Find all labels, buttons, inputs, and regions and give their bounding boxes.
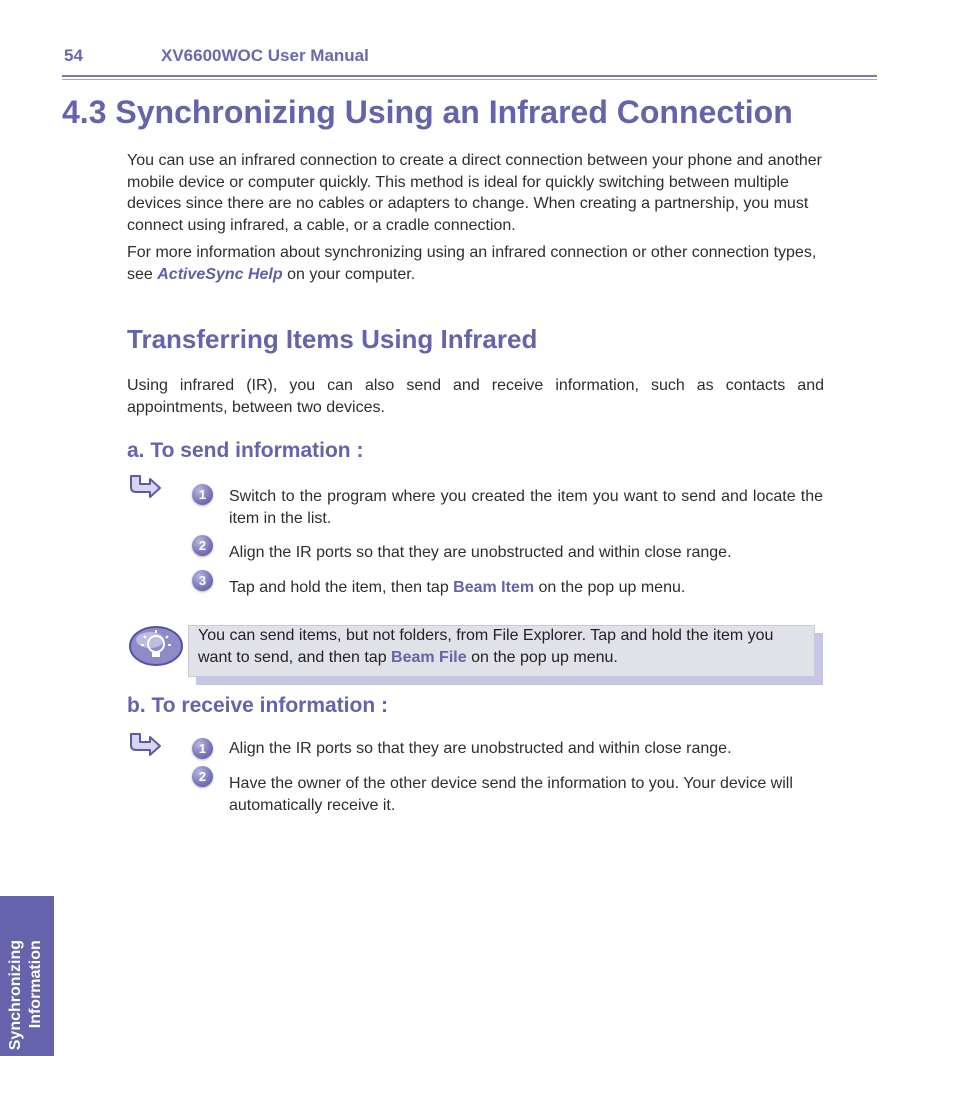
tip-text-start: You can send items, but not folders, from File Explorer. Tap and hold the item you want to send, and then tap <box>198 627 774 666</box>
send-heading: a. To send information : <box>127 439 364 462</box>
step-number-2: 2 <box>192 535 213 556</box>
receive-step-2: Have the owner of the other device send the information to you. Your device will automatically receive it. <box>229 775 793 814</box>
hand-pointer-icon <box>128 730 162 758</box>
section-title: 4.3 Synchronizing Using an Infrared Connection <box>62 94 793 130</box>
more-info-text-end: on your computer. <box>282 265 416 283</box>
more-info-text: For more information about synchronizing using an infrared connection or other connection types, see <box>127 244 817 283</box>
running-title: XV6600WOC User Manual <box>161 46 369 65</box>
section-intro: You can use an infrared connection to create a direct connection between your phone and another mobile device or computer quickly. This method is ideal for quickly switching between multiple devices since there are no cables or adapters to change. When creating a partnership, you must connect using infrared, a cable, or a cradle connection. <box>127 152 823 234</box>
beam-file-term: Beam File <box>391 649 467 666</box>
step-number-3: 3 <box>192 570 213 591</box>
send-step-3 <box>229 577 823 599</box>
tip-text <box>198 625 810 669</box>
tip-text-end: on the pop up menu. <box>466 649 618 666</box>
step-number-2: 2 <box>192 766 213 787</box>
subsection-title: Transferring Items Using Infrared <box>127 324 538 354</box>
send-step-1: Switch to the program where you created the item you want to send and locate the item in the list. <box>229 488 823 527</box>
beam-item-term: Beam Item <box>453 579 535 596</box>
send-step-2: Align the IR ports so that they are unobstructed and within close range. <box>229 544 732 561</box>
header-rule <box>62 75 877 77</box>
side-tab-label <box>6 940 46 1050</box>
activesync-help-link: ActiveSync Help <box>157 265 283 283</box>
header-rule-thin <box>62 79 877 80</box>
chapter-side-tab <box>0 896 54 1056</box>
receive-step-1: Align the IR ports so that they are unobstructed and within close range. <box>229 740 732 757</box>
lightbulb-icon <box>128 620 184 668</box>
side-tab-line-2: Information <box>27 939 44 1028</box>
send-step-3-text: Tap and hold the item, then tap <box>229 579 454 596</box>
side-tab-line-1: Synchronizing <box>7 939 24 1050</box>
page-number: 54 <box>64 46 83 65</box>
step-number-1: 1 <box>192 484 213 505</box>
more-info-paragraph <box>127 242 824 285</box>
hand-pointer-icon <box>128 472 162 500</box>
subsection-intro: Using infrared (IR), you can also send and receive information, such as contacts and appointments, between two devices. <box>127 377 824 416</box>
send-step-3-text-end: on the pop up menu. <box>534 579 686 596</box>
receive-heading: b. To receive information : <box>127 694 388 717</box>
step-number-1: 1 <box>192 738 213 759</box>
